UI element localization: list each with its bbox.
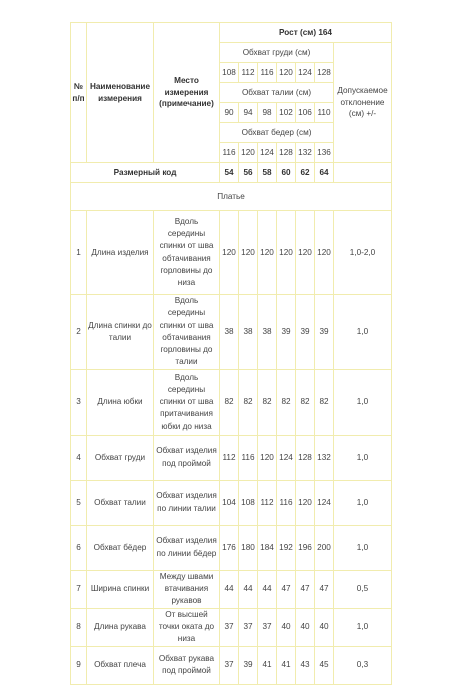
measurement-value: 128 [296, 435, 315, 480]
waist-value: 106 [296, 103, 315, 123]
tolerance-value: 0,3 [334, 646, 392, 684]
measurement-value: 38 [220, 295, 239, 370]
tolerance-value: 1,0-2,0 [334, 211, 392, 295]
tolerance-header: Допускаемое отклонение (см) +/- [334, 43, 392, 163]
size-code-label: Размерный код [71, 163, 220, 183]
waist-value: 94 [239, 103, 258, 123]
tolerance-value: 1,0 [334, 435, 392, 480]
size-code-value: 62 [296, 163, 315, 183]
waist-value: 110 [315, 103, 334, 123]
table-row [71, 435, 392, 480]
measurement-value: 82 [296, 369, 315, 435]
measurement-value: 120 [296, 480, 315, 525]
measurement-value: 44 [239, 570, 258, 608]
table-row [71, 608, 392, 646]
measurement-value: 132 [315, 435, 334, 480]
measurement-value: 112 [258, 480, 277, 525]
measurement-value: 180 [239, 525, 258, 570]
measurement-value: 192 [277, 525, 296, 570]
measurement-value: 40 [315, 608, 334, 646]
waist-header: Обхват талии (см) [220, 83, 334, 103]
table-row [71, 211, 392, 295]
measurement-name: Ширина спинки [87, 570, 154, 608]
measurement-place: Обхват изделия под проймой [154, 435, 220, 480]
measurement-value: 176 [220, 525, 239, 570]
size-code-row [71, 163, 392, 183]
measurement-value: 82 [277, 369, 296, 435]
hips-value: 124 [258, 143, 277, 163]
table-row [71, 369, 392, 435]
measurement-value: 37 [239, 608, 258, 646]
measurement-place: Вдоль середины спинки от шва обтачивания горловины до талии [154, 295, 220, 370]
measurement-value: 184 [258, 525, 277, 570]
tolerance-value: 1,0 [334, 295, 392, 370]
chest-value: 124 [296, 63, 315, 83]
name-header: Наименование измерения [87, 23, 154, 163]
table-row [71, 570, 392, 608]
measurement-value: 82 [239, 369, 258, 435]
tolerance-value: 1,0 [334, 369, 392, 435]
measurement-value: 45 [315, 646, 334, 684]
measurement-value: 39 [239, 646, 258, 684]
measurement-place: От высшей точки оката до низа [154, 608, 220, 646]
measurement-value: 37 [220, 608, 239, 646]
chest-value: 116 [258, 63, 277, 83]
measurement-value: 44 [220, 570, 239, 608]
measurement-value: 47 [296, 570, 315, 608]
size-code-empty [334, 163, 392, 183]
hips-header: Обхват бедер (см) [220, 123, 334, 143]
row-number: 4 [71, 435, 87, 480]
measurement-value: 124 [315, 480, 334, 525]
chest-header: Обхват груди (см) [220, 43, 334, 63]
measurement-value: 39 [277, 295, 296, 370]
tolerance-value: 1,0 [334, 608, 392, 646]
hips-value: 116 [220, 143, 239, 163]
row-number: 6 [71, 525, 87, 570]
measurement-value: 104 [220, 480, 239, 525]
height-header: Рост (см) 164 [220, 23, 392, 43]
measurement-value: 40 [296, 608, 315, 646]
measurement-value: 41 [258, 646, 277, 684]
measurement-value: 120 [220, 211, 239, 295]
table-row [71, 646, 392, 684]
measurement-value: 108 [239, 480, 258, 525]
measurement-value: 124 [277, 435, 296, 480]
measurement-name: Обхват груди [87, 435, 154, 480]
chest-value: 108 [220, 63, 239, 83]
measurement-place: Обхват изделия по линии бёдер [154, 525, 220, 570]
chest-value: 120 [277, 63, 296, 83]
measurement-name: Длина рукава [87, 608, 154, 646]
tolerance-value: 1,0 [334, 525, 392, 570]
measurement-value: 82 [315, 369, 334, 435]
table-row [71, 525, 392, 570]
section-label: Платье [71, 183, 392, 211]
measurement-value: 37 [258, 608, 277, 646]
measurement-value: 82 [258, 369, 277, 435]
size-code-value: 64 [315, 163, 334, 183]
measurement-value: 39 [296, 295, 315, 370]
measurement-value: 196 [296, 525, 315, 570]
measurement-value: 120 [277, 211, 296, 295]
measurement-place: Вдоль середины спинки от шва обтачивания горловины до низа [154, 211, 220, 295]
waist-value: 90 [220, 103, 239, 123]
measurement-value: 38 [239, 295, 258, 370]
size-code-value: 54 [220, 163, 239, 183]
measurement-value: 39 [315, 295, 334, 370]
table-row [71, 295, 392, 370]
row-number: 8 [71, 608, 87, 646]
measurement-value: 120 [315, 211, 334, 295]
measurement-value: 82 [220, 369, 239, 435]
measurement-name: Длина юбки [87, 369, 154, 435]
table-row [71, 480, 392, 525]
measurement-value: 43 [296, 646, 315, 684]
hips-value: 136 [315, 143, 334, 163]
hips-value: 120 [239, 143, 258, 163]
size-spec-table [70, 22, 392, 685]
waist-value: 98 [258, 103, 277, 123]
measurement-name: Обхват талии [87, 480, 154, 525]
measurement-value: 41 [277, 646, 296, 684]
chest-value: 128 [315, 63, 334, 83]
tolerance-value: 1,0 [334, 480, 392, 525]
measurement-value: 116 [277, 480, 296, 525]
row-number: 2 [71, 295, 87, 370]
waist-value: 102 [277, 103, 296, 123]
measurement-place: Обхват рукава под проймой [154, 646, 220, 684]
measurement-value: 120 [258, 435, 277, 480]
place-header: Место измерения (примечание) [154, 23, 220, 163]
measurement-value: 47 [277, 570, 296, 608]
measurement-value: 47 [315, 570, 334, 608]
row-number: 7 [71, 570, 87, 608]
measurement-name: Обхват плеча [87, 646, 154, 684]
measurement-place: Между швами втачивания рукавов [154, 570, 220, 608]
size-code-value: 56 [239, 163, 258, 183]
measurement-name: Длина изделия [87, 211, 154, 295]
measurement-value: 44 [258, 570, 277, 608]
tolerance-value: 0,5 [334, 570, 392, 608]
measurement-value: 37 [220, 646, 239, 684]
num-header: № п/п [71, 23, 87, 163]
section-row [71, 183, 392, 211]
measurement-place: Обхват изделия по линии талии [154, 480, 220, 525]
measurement-place: Вдоль середины спинки от шва притачивания юбки до низа [154, 369, 220, 435]
measurement-name: Обхват бёдер [87, 525, 154, 570]
measurement-value: 40 [277, 608, 296, 646]
measurement-name: Длина спинки до талии [87, 295, 154, 370]
row-number: 9 [71, 646, 87, 684]
measurement-value: 112 [220, 435, 239, 480]
measurement-value: 200 [315, 525, 334, 570]
hips-value: 128 [277, 143, 296, 163]
row-number: 5 [71, 480, 87, 525]
size-code-value: 58 [258, 163, 277, 183]
row-number: 3 [71, 369, 87, 435]
measurement-value: 120 [239, 211, 258, 295]
hips-value: 132 [296, 143, 315, 163]
row-number: 1 [71, 211, 87, 295]
chest-value: 112 [239, 63, 258, 83]
measurement-value: 120 [296, 211, 315, 295]
measurement-value: 38 [258, 295, 277, 370]
measurement-value: 120 [258, 211, 277, 295]
size-code-value: 60 [277, 163, 296, 183]
measurement-value: 116 [239, 435, 258, 480]
